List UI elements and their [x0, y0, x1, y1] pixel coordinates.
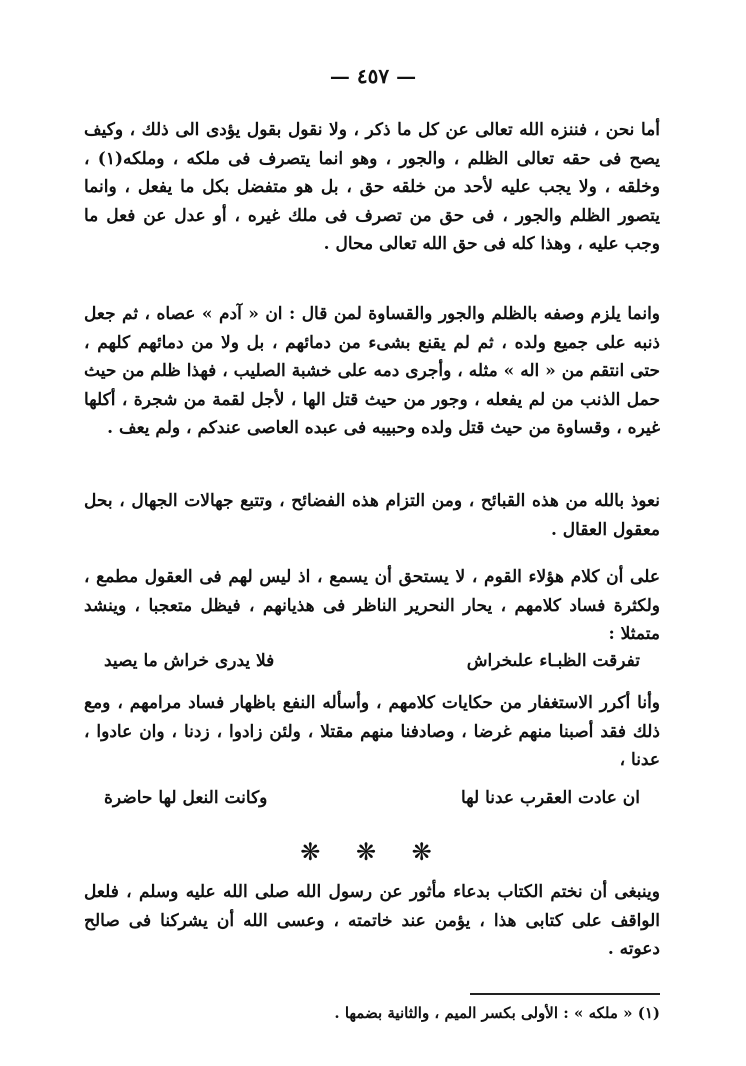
paragraph-6: وينبغى أن نختم الكتاب بدعاء مأثور عن رسول الله صلى الله عليه وسلم ، فلعل الواقف على كتابى هذا ، يؤمن عند خاتمته ، وعسى الله أن يشركنا فى صالح دعوته .: [84, 882, 660, 959]
paragraph-1: أما نحن ، فننزه الله تعالى عن كل ما ذكر ، ولا نقول بقول يؤدى الى ذلك ، وكيف يصح فى حقه تعالى الظلم ، والجور ، وهو انما يتصرف فى ملكه ، وملكه(١) ، وخلقه ، ولا يجب عليه لأحد من خلقه حق ، بل هو متفضل بكل ما يفعل ، وانما يتصور الظلم والجور ، فى حق من تصرف فى ملك غيره ، أو عدل عن فعل ما وجب عليه ، وهذا كله فى حق الله تعالى محال .: [84, 120, 660, 254]
section-separator: ❋ ❋ ❋: [300, 838, 446, 866]
verse-2-second-hemistich: وكانت النعل لها حاضرة: [104, 788, 268, 808]
verse-2: [84, 784, 660, 812]
footnote: (١) « ملكه » : الأولى بكسر الميم ، والثانية بضمها .: [334, 1004, 660, 1022]
paragraph-5: وأنا أكرر الاستغفار من حكايات كلامهم ، وأسأله النفع باظهار فساد مرامهم ، ومع ذلك فقد أصبنا منهم غرضا ، وصادفنا منهم مقتلا ، ولئن زادوا ، زدنا ، وان عادوا ، عدنا ،: [84, 693, 660, 770]
verse-1-second-hemistich: فلا يدرى خراش ما يصيد: [104, 651, 275, 671]
verse-2-first-hemistich: ان عادت العقرب عدنا لها: [460, 788, 640, 808]
verse-1: [84, 647, 660, 675]
footnote-divider: [470, 993, 660, 995]
paragraph-2: وانما يلزم وصفه بالظلم والجور والقساوة لمن قال : ان « آدم » عصاه ، ثم جعل ذنبه على جميع ولده ، ثم لم يقنع بشىء من دمائهم ، بل ولا من دمائهم كلهم ، حتى انتقم من « اله » مثله ، وأجرى دمه على خشبة الصليب ، فهذا ظلم من حيث حمل الذنب من لم يفعله ، وجور من حيث قتل الها ، لأجل لقمة من شجرة ، أكلها غيره ، وقساوة من حيث قتل ولده وحبيبه فى عبده العاصى عندكم ، ولم يعف .: [84, 304, 660, 438]
page-number: — ٤٥٧ —: [329, 64, 417, 88]
paragraph-4: على أن كلام هؤلاء القوم ، لا يستحق أن يسمع ، اذ ليس لهم فى العقول مطمع ، ولكثرة فساد كلامهم ، يحار النحرير الناظر فى هذيانهم ، فيظل متعجبا ، وينشد متمثلا :: [84, 567, 660, 644]
verse-1-first-hemistich: تفرقت الظبـاء علىخراش: [466, 651, 640, 671]
paragraph-3: نعوذ بالله من هذه القبائح ، ومن التزام هذه الفضائح ، وتتبع جهالات الجهال ، بحل معقول العقال .: [84, 491, 660, 540]
